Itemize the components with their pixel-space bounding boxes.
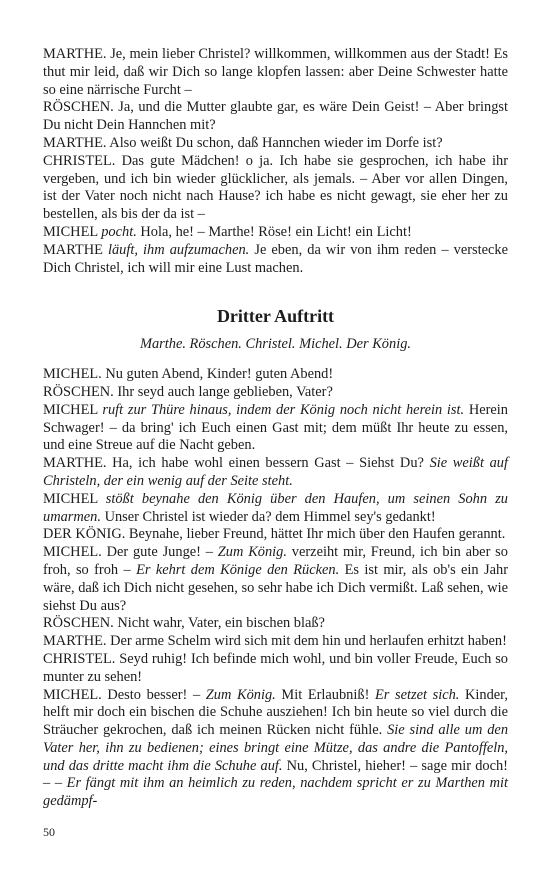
dialogue-paragraph [43,135,508,153]
scene-heading: Dritter Auftritt [216,306,335,327]
dialogue-paragraph [43,46,508,99]
stage-direction: Zum König. [205,686,276,703]
dialogue-paragraph [43,633,508,651]
dialogue-paragraph [43,526,508,544]
dialogue-paragraph [43,491,508,527]
stage-direction: ruft zur Thüre hinaus, indem der König noch nicht herein ist. [102,401,465,418]
dialogue-paragraph [43,242,508,278]
dialogue-text: MARTHE [43,241,108,258]
dialogue-text: CHRISTEL. Seyd ruhig! Ich befinde mich wohl, und bin voller Freude, Euch so munter zu sehen! [43,650,508,685]
dialogue-paragraph [43,384,508,402]
stage-direction: stößt beynahe den König über den Haufen, um seinen Sohn zu umarmen. [43,490,508,525]
dialogue-block-2 [43,366,508,811]
dialogue-text: MICHEL [43,490,106,507]
dialogue-text: Mit Erlaubniß! [275,686,375,703]
stage-direction: Er fängt mit ihm an heimlich zu reden, nachdem spricht er zu Marthen mit gedämpf- [43,775,508,810]
dialogue-paragraph [43,651,508,687]
dialogue-text: Nu, Christel, hieher! – sage mir doch! – – [43,757,508,792]
stage-direction: Zum König. [217,544,287,561]
dialogue-text: RÖSCHEN. Ihr seyd auch lange geblieben, Vater? [43,383,333,400]
dialogue-paragraph [43,366,508,384]
dialogue-text: MICHEL. Desto besser! – [43,686,206,703]
dialogue-text: Je eben, da wir von ihm reden – verstecke Dich Christel, ich will mir eine Lust machen. [43,241,508,276]
dialogue-paragraph [43,455,508,491]
dialogue-paragraph [43,99,508,135]
dialogue-text: DER KÖNIG. Beynahe, lieber Freund, hättet Ihr mich über den Haufen gerannt. [43,526,506,543]
dialogue-text: Hola, he! – Marthe! Röse! ein Licht! ein Licht! [136,223,412,240]
dialogue-paragraph [43,687,508,812]
dialogue-text: MICHEL [43,223,102,240]
dialogue-paragraph [43,402,508,455]
dialogue-text: verzeiht mir, Freund, ich bin aber so froh, so froh – [43,544,508,578]
dialogue-text: Herein Schwager! – da bring' ich Euch einen Gast mit; dem müßt Ihr heute zu essen, und eine Streue auf die Nacht geben. [43,401,508,454]
dialogue-text: MARTHE. Ha, ich habe wohl einen bessern Gast – Siehst Du? [43,455,430,472]
dialogue-text: MICHEL. Der gute Junge! – [43,544,218,561]
stage-direction: Sie sind alle um den Vater her, ihn zu bedienen; eines bringt eine Mütze, das andre die Pantoffeln, und das dritte macht ihm die Schuhe auf. [43,722,509,774]
dialogue-paragraph [43,224,508,242]
dialogue-paragraph [43,544,508,615]
dialogue-paragraph [43,615,508,633]
dialogue-paragraph [43,153,508,224]
dialogue-text: Kinder, helft mir doch ein bischen die Schuhe ausziehen! Ich bin heute so viel durch die Sträucher gekrochen, daß ich meinen Rücken nicht fühle. [43,686,508,739]
page-number: 50 [43,825,55,839]
stage-direction: läuft, ihm aufzumachen. [107,241,250,258]
dialogue-block-1 [43,46,508,277]
stage-direction: Er kehrt dem Könige den Rücken. [136,561,340,578]
stage-direction: Er setzet sich. [374,686,460,703]
stage-direction: pocht. [101,223,137,240]
document-page [43,46,508,811]
dialogue-text: MICHEL [43,401,103,418]
dialogue-text: MARTHE. Also weißt Du schon, daß Hannchen wieder im Dorfe ist? [43,134,443,151]
dialogue-text: Es ist mir, als ob's ein Jahr wäre, daß ich Dich nicht gesehen, so sehr habe ich Dich vermißt. Laß sehen, wie siehst Du aus? [43,561,508,614]
dialogue-text: CHRISTEL. Das gute Mädchen! o ja. Ich habe sie gesprochen, ich habe ihr vergeben, und ich bin wieder glücklicher, als jemals. – Aber vor allen Dingen, ist der Vater noch nicht nach Hause? ich habe es nicht gewagt, sie eher her zu bestellen, als bis der da ist – [43,152,508,223]
dialogue-text: MICHEL. Nu guten Abend, Kinder! guten Abend! [43,366,334,383]
dialogue-text: RÖSCHEN. Ja, und die Mutter glaubte gar, es wäre Dein Geist! – Aber bringst Du nicht Dein Hannchen mit? [43,99,508,134]
dialogue-text: Unser Christel ist wieder da? dem Himmel sey's gedankt! [100,508,436,525]
dialogue-text: MARTHE. Der arme Schelm wird sich mit dem hin und herlaufen erhitzt haben! [43,633,507,650]
dialogue-text: RÖSCHEN. Nicht wahr, Vater, ein bischen blaß? [43,615,325,632]
dialogue-text: MARTHE. Je, mein lieber Christel? willkommen, willkommen aus der Stadt! Es thut mir leid, daß wir Dich so lange klopfen lassen: aber Deine Schwester hatte so eine närrische Furcht – [43,46,508,98]
stage-direction: Sie weißt auf Christeln, der ein wenig auf der Seite steht. [43,455,509,489]
scene-cast-list: Marthe. Röschen. Christel. Michel. Der König. [140,336,411,353]
